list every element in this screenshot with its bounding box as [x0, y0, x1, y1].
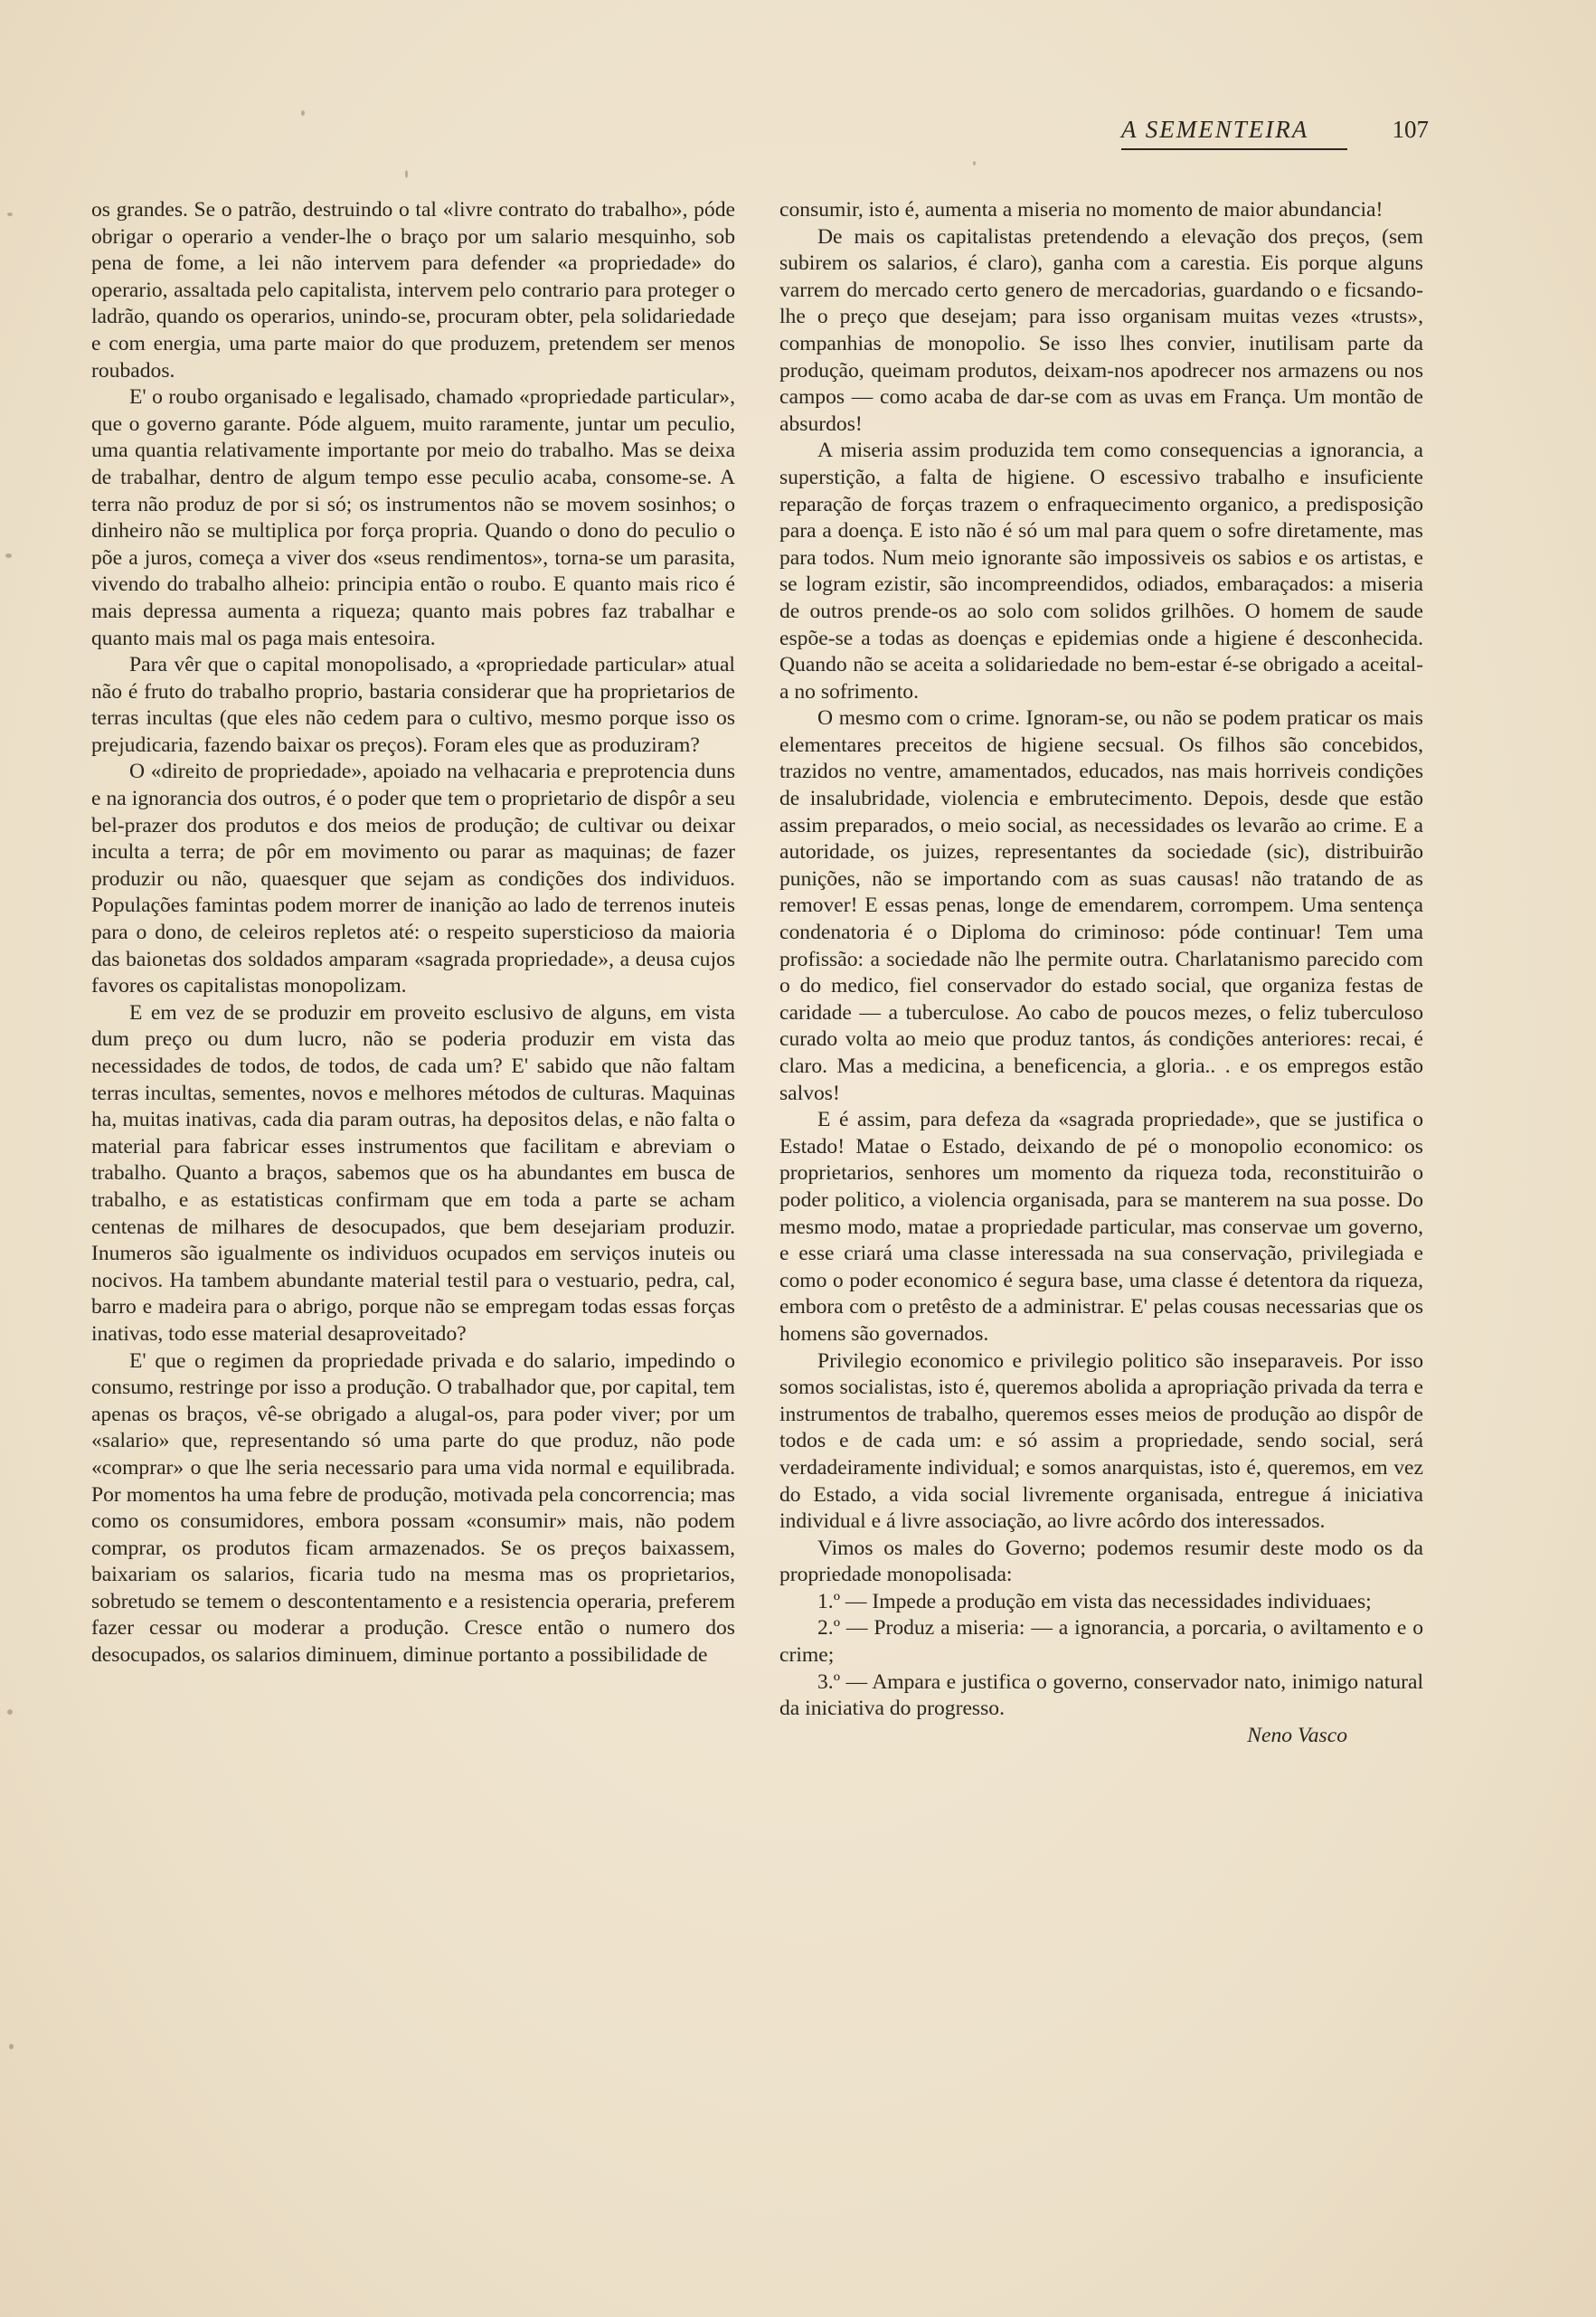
page-number: 107	[1392, 116, 1429, 143]
paper-speck	[301, 110, 305, 116]
paragraph: E' que o regimen da propriedade privada e do salario, impedindo o consumo, restringe por isso a produção. O trabalhador que, por capital, tem apenas os braços, vê-se obrigado a alugal-os, para poder viver; por um «salario» que, representando só uma parte do que produz, não pode «comprar» o que lhe seria necessario para uma vida normal e equilibrada. Por momentos ha uma febre de produção, motivada pela concorrencia; mas como os consumidores, embora possam «consumir» mais, não podem comprar, os produtos ficam armazenados. Se os preços baixassem, baixariam os salarios, ficaria tudo na mesma mas os proprietarios, sobretudo se temem o descontentamento e a resistencia operaria, preferem fazer cessar ou moderar a produção. Cresce então o numero dos desocupados, os salarios diminuem, diminue portanto a possibilidade de	[91, 1348, 735, 1668]
list-item: 2.º — Produz a miseria: — a ignorancia, a porcaria, o aviltamento e o crime;	[779, 1616, 1423, 1668]
paragraph: O «direito de propriedade», apoiado na velhacaria e preprotencia duns e na ignorancia dos outros, é o poder que tem o proprietario de dispôr a seu bel-prazer dos produtos e dos meios de produção; de cultivar ou deixar inculta a terra; de pôr em movimento ou parar as maquinas; de fazer produzir ou não, quaesquer que sejam as condições dos individuos. Populações famintas podem morrer de inanição ao lado de terrenos inuteis para o dono, de celeiros repletos até: o respeito supersticioso da maioria das baionetas dos soldados amparam «sagrada propriedade», a deusa cujos favores os capitalistas monopolizam.	[91, 760, 735, 998]
paper-speck	[5, 553, 12, 558]
author-signature: Neno Vasco	[1247, 1723, 1347, 1747]
paper-speck	[7, 213, 13, 216]
paper-speck	[405, 170, 408, 178]
list-item: 3.º — Ampara e justifica o governo, conservador nato, inimigo natural da iniciativa do progresso.	[779, 1669, 1423, 1721]
left-column	[91, 197, 735, 1669]
paper-speck	[7, 1709, 13, 1715]
paragraph: Privilegio economico e privilegio politico são inseparaveis. Por isso somos socialistas, isto é, queremos abolida a apropriação privada da terra e instrumentos de trabalho, queremos esses meios de produção ao dispôr de todos e de cada um: e só assim a propriedade, sendo social, será verdadeiramente individual; e somos anarquistas, isto é, queremos, em vez do Estado, a vida social livremente organisada, entregue á iniciativa individual e á livre associação, ao livre acôrdo dos interessados.	[779, 1348, 1423, 1534]
paragraph: E é assim, para defeza da «sagrada propriedade», que se justifica o Estado! Matae o Estado, deixando de pé o monopolio economico: os proprietarios, senhores um momento da riqueza toda, reconstituirão o poder politico, a violencia organisada, para se manterem na sua posse. Do mesmo modo, matae a propriedade particular, mas conservae um governo, e esse criará uma classe interessada na sua conservação, privilegiada e como o poder economico é segura base, uma classe é detentora da riqueza, embora com o pretêsto de a administrar. E' pelas cousas necessarias que os homens são governados.	[779, 1108, 1423, 1346]
paragraph: Para vêr que o capital monopolisado, a «propriedade particular» atual não é fruto do trabalho proprio, bastaria considerar que ha proprietarios de terras incultas (que eles não cedem para o cultivo, mesmo porque isso os prejudicaria, fazendo baixar os preços). Foram eles que as produziram?	[91, 653, 735, 757]
paragraph: E em vez de se produzir em proveito esclusivo de alguns, em vista dum preço ou dum lucro, não se poderia produzir em vista das necessidades de todos, de todos, de cada um? E' sabido que não faltam terras incultas, sementes, novos e melhores métodos de culturas. Maquinas ha, muitas inativas, cada dia param outras, ha depositos delas, e não falta o material para fabricar esses instrumentos que facilitam e abreviam o trabalho. Quanto a braços, sabemos que os ha abundantes em busca de trabalho, e as estatisticas confirmam que em toda a parte se acham centenas de milhares de desocupados, que bem desejariam produzir. Inumeros são igualmente os individuos ocupados em serviços inuteis ou nocivos. Ha tambem abundante material testil para o vestuario, pedra, cal, barro e madeira para o abrigo, porque não se empregam todas essas forças inativas, todo esse material desaproveitado?	[91, 1000, 735, 1346]
list-item: 1.º — Impede a produção em vista das necessidades individuaes;	[817, 1589, 1372, 1613]
paragraph: Vimos os males do Governo; podemos resumir deste modo os da propriedade monopolisada:	[779, 1536, 1423, 1587]
paragraph: os grandes. Se o patrão, destruindo o tal «livre contrato do trabalho», póde obrigar o operario a vender-lhe o braço por um salario mesquinho, sob pena de fome, a lei não intervem para defender «a propriedade» do operario, assaltada pelo capitalista, intervem pelo contrario para proteger o ladrão, quando os operarios, unindo-se, procuram obter, pela solidariedade e com energia, uma parte maior do que produzem, pretendem ser menos roubados.	[91, 198, 735, 383]
running-title: A SEMENTEIRA	[1121, 116, 1309, 143]
paragraph: consumir, isto é, aumenta a miseria no momento de maior abundancia!	[779, 198, 1384, 222]
paper-speck	[973, 161, 976, 166]
paragraph: De mais os capitalistas pretendendo a elevação dos preços, (sem subirem os salarios, é claro), ganha com a carestia. Eis porque alguns varrem do mercado certo genero de mercadorias, guardando o e ficsando-lhe o preço que desejam; para isso organisam muitas vezes «trusts», companhias de monopolio. Se isso lhes convier, inutilisam parte da produção, queimam produtos, deixam-nos apodrecer nos armazens ou nos campos — como acaba de dar-se com as uvas em França. Um montão de absurdos!	[779, 224, 1423, 436]
right-column	[779, 197, 1423, 1749]
paragraph: O mesmo com o crime. Ignoram-se, ou não se podem praticar os mais elementares preceitos de higiene secsual. Os filhos são concebidos, trazidos no ventre, amamentados, educados, nas mais horriveis condições de insalubridade, violencia e embrutecimento. Depois, desde que estão assim preparados, o meio social, as necessidades os levarão ao crime. E a autoridade, os juizes, representantes da sociedade (sic), distribuirão punições, não se importando com as suas causas! não tratando de as remover! E essas penas, longe de emendarem, corrompem. Uma sentença condenatoria é o Diploma do criminoso: póde continuar! Tem uma profissão: a sociedade não lhe permite outra. Charlatanismo parecido com o do medico, fiel conservador do estado social, que organiza festas de caridade — a tuberculose. Ao cabo de poucos mezes, o feliz tuberculoso curado volta ao meio que produz tantos, ás condições anteriores: recai, é claro. Mas a medicina, a beneficencia, a gloria.. . e os empregos estão salvos!	[779, 706, 1423, 1105]
page-header	[1121, 116, 1429, 152]
title-underline	[1121, 148, 1347, 150]
paper-speck	[9, 2044, 14, 2049]
paragraph: E' o roubo organisado e legalisado, chamado «propriedade particular», que o governo garante. Póde alguem, muito raramente, juntar um peculio, uma quantia relativamente importante por meio do trabalho. Mas se deixa de trabalhar, dentro de algum tempo esse peculio acaba, consome-se. A terra não produz de por si só; os instrumentos não se movem sosinhos; o dinheiro não se multiplica por força propria. Quando o dono do peculio o põe a juros, começa a viver dos «seus rendimentos», torna-se um parasita, vivendo do trabalho alheio: principia então o roubo. E quanto mais rico é mais depressa aumenta a riqueza; quanto mais pobres faz trabalhar e quanto mais mal os paga mais entesoira.	[91, 385, 735, 650]
paragraph: A miseria assim produzida tem como consequencias a ignorancia, a superstição, a falta de higiene. O escessivo trabalho e insuficiente reparação de forças trazem o enfraquecimento organico, a predisposição para a doença. E isto não é só um mal para quem o sofre diretamente, mas para todos. Num meio ignorante são impossiveis os sabios e os artistas, e se logram ezistir, são incompreendidos, odiados, embaraçados: a miseria de outros prende-os ao solo com solidos grilhões. O homem de saude espõe-se a todas as doenças e epidemias onde a higiene é desconhecida. Quando não se aceita a solidariedade no bem-estar é-se obrigado a aceital-a no sofrimento.	[779, 439, 1423, 704]
